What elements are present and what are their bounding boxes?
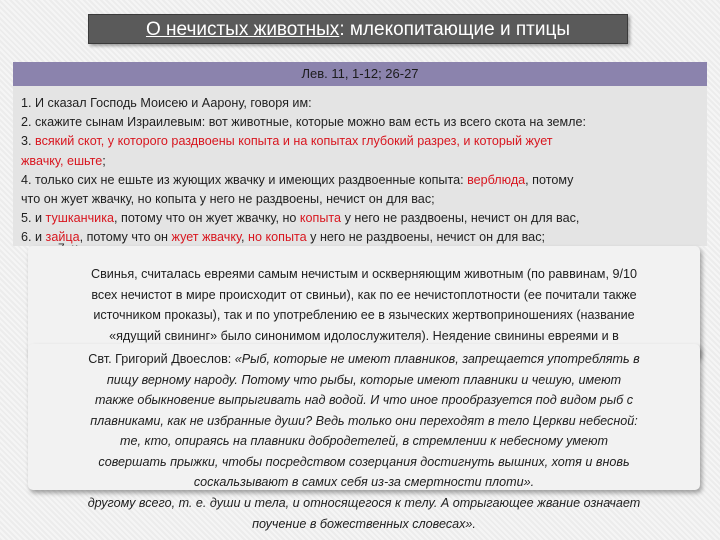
commentary-line: Свинья, считалась евреями самым нечистым и оскверняющим животным (по раввинам, 9/10 — [91, 267, 637, 281]
bottom-line: другому всего, т. е. души и тела, и относящегося к телу. А отрыгающее жвание означает — [87, 496, 641, 510]
quote-line: совершать прыжки, чтобы посредством созерцания достигнуть вышних, хотя и вновь — [98, 454, 630, 469]
title-underlined: О нечистых животных — [145, 19, 340, 40]
quote-gregory-box — [28, 344, 700, 490]
scripture-text-box — [13, 86, 707, 246]
quote-line: также обыкновение выпрыгивать над водой. И что иное прообразуется под видом рыб с — [94, 393, 634, 407]
quote-line: плавниками, как не избранные души? Ведь только они переходят в тело Церкви небесной: — [90, 413, 638, 428]
scripture-reference: Лев. 11, 1-12; 26-27 — [13, 62, 707, 86]
bottom-commentary — [28, 490, 700, 534]
commentary-line: «ядущий свининг» было синонимом идолослужителя). Неядение свинины евреями и в — [109, 328, 619, 343]
title-rest: : млекопитающие и птицы — [339, 19, 571, 40]
commentary-line: всех нечистот в мире происходит от свиньи), как по ее нечистоплотности (ее почитали также — [91, 287, 637, 302]
verse-6: 6. и зайца, потому что он жует жвачку, но копыта у него не раздвоены, нечист он для вас; — [21, 230, 545, 245]
quote-line: соскальзывают в самих себя из-за смертности плоти». — [193, 475, 535, 489]
commentary-line: источником проказы), так и по употреблению ее в языческих жертвоприношениях (название — [93, 308, 635, 322]
verse-2: 2. скажите сынам Израилевым: вот животные, которые можно вам есть из всего скота на земле: — [21, 115, 587, 130]
bottom-line: поучение в божественных словесах». — [252, 516, 476, 531]
slide-title — [88, 14, 628, 44]
verse-3: 3. всякий скот, у которого раздвоены копыта и на копытах глубокий разрез, и который жует — [21, 134, 553, 149]
quote-line: Свт. Григорий Двоеслов: «Рыб, которые не имеют плавников, запрещается употреблять в — [88, 352, 640, 366]
commentary-pig-box — [28, 246, 700, 358]
quote-author: Свт. Григорий Двоеслов: — [88, 352, 235, 366]
verse-4-cont: что он жует жвачку, но копыта у него не раздвоены, нечист он для вас; — [21, 192, 435, 207]
quote-line: пищу верному народу. Потому что рыбы, которые имеют плавники и чешую, имеют — [106, 372, 622, 387]
verse-1: 1. И сказал Господь Моисею и Аарону, говоря им: — [21, 96, 312, 110]
quote-line: те, кто, опираясь на плавники добродетелей, в стремлении к небесному умеют — [119, 434, 609, 448]
verse-4: 4. только сих не ешьте из жующих жвачку и имеющих раздвоенные копыта: верблюда, потому — [21, 172, 574, 187]
verse-3-cont: жвачку, ешьте; — [21, 153, 106, 168]
verse-5: 5. и тушканчика, потому что он жует жвачку, но копыта у него не раздвоены, нечист он для вас, — [21, 211, 580, 226]
